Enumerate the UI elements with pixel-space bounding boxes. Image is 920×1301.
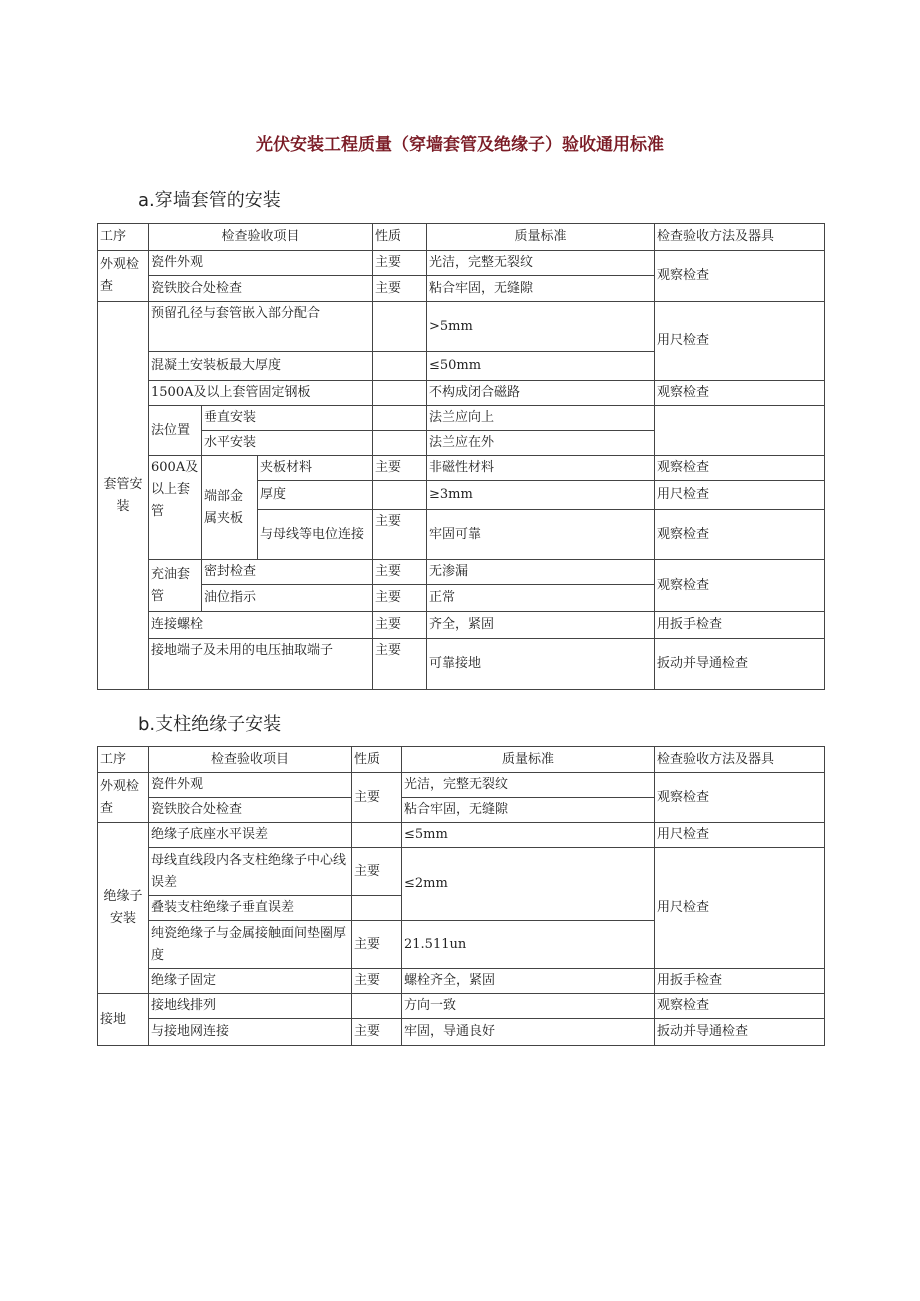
item-cell: 1500A及以上套管固定钢板 xyxy=(149,381,373,406)
standard-cell: 非磁性材料 xyxy=(427,456,655,481)
standard-cell: 不构成闭合磁路 xyxy=(427,381,655,406)
table-a xyxy=(97,223,825,690)
standard-cell: 粘合牢固，无缝隙 xyxy=(427,276,655,302)
item-cell: 连接螺栓 xyxy=(149,612,373,639)
standard-cell: ≤5mm xyxy=(402,823,655,848)
method-cell: 用扳手检查 xyxy=(655,612,825,639)
subgroup-cell: 充油套管 xyxy=(149,560,202,612)
item-cell: 瓷件外观 xyxy=(149,251,373,276)
table-header xyxy=(98,747,825,773)
header-cell: 性质 xyxy=(373,224,427,251)
standard-cell: ≤50mm xyxy=(427,352,655,381)
method-cell: 观察检查 xyxy=(655,994,825,1019)
standard-cell: >5mm xyxy=(427,302,655,352)
process-cell: 套管安装 xyxy=(98,302,149,690)
standard-cell: 法兰应向上 xyxy=(427,406,655,431)
standard-cell: 牢固可靠 xyxy=(427,510,655,560)
table-row xyxy=(98,302,825,352)
standard-cell: 光洁，完整无裂纹 xyxy=(427,251,655,276)
standard-cell: 21.511un xyxy=(402,921,655,969)
process-cell: 接地 xyxy=(98,994,149,1046)
table-row xyxy=(98,969,825,994)
standard-cell: 齐全，紧固 xyxy=(427,612,655,639)
nature-cell: 主要 xyxy=(352,969,402,994)
process-cell: 外观检查 xyxy=(98,773,149,823)
header-cell: 检查验收方法及器具 xyxy=(655,747,825,773)
table-row xyxy=(98,560,825,585)
subgroup-cell: 法位置 xyxy=(149,406,202,456)
item-cell: 垂直安装 xyxy=(202,406,373,431)
method-cell: 观察检查 xyxy=(655,456,825,481)
method-cell: 扳动并导通检查 xyxy=(655,1019,825,1046)
nature-cell xyxy=(373,381,427,406)
section-b-heading: b.支柱绝缘子安装 xyxy=(138,714,282,735)
subgroup-cell: 600A及以上套管 xyxy=(149,456,202,560)
nature-cell xyxy=(373,431,427,456)
standard-cell: 光洁，完整无裂纹 xyxy=(402,773,655,798)
item-cell: 水平安装 xyxy=(202,431,373,456)
nature-cell xyxy=(352,994,402,1019)
item-cell: 与母线等电位连接 xyxy=(258,510,373,560)
table-row xyxy=(98,1019,825,1046)
nature-cell: 主要 xyxy=(352,773,402,823)
item-cell: 母线直线段内各支柱绝缘子中心线误差 xyxy=(149,848,352,896)
process-cell: 外观检查 xyxy=(98,251,149,302)
method-cell: 用扳手检查 xyxy=(655,969,825,994)
standard-cell: 牢固，导通良好 xyxy=(402,1019,655,1046)
item-cell: 厚度 xyxy=(258,481,373,510)
table-row xyxy=(98,848,825,896)
nature-cell xyxy=(373,352,427,381)
method-cell: 观察检查 xyxy=(655,773,825,823)
nature-cell: 主要 xyxy=(373,585,427,612)
nature-cell: 主要 xyxy=(373,612,427,639)
item-cell: 瓷铁胶合处检查 xyxy=(149,798,352,823)
header-cell: 工序 xyxy=(98,224,149,251)
table-row xyxy=(98,823,825,848)
header-cell: 性质 xyxy=(352,747,402,773)
subgroup-cell: 端部金属夹板 xyxy=(202,456,258,560)
process-cell: 绝缘子安装 xyxy=(98,823,149,994)
method-cell: 观察检查 xyxy=(655,560,825,612)
standard-cell: 螺栓齐全，紧固 xyxy=(402,969,655,994)
nature-cell: 主要 xyxy=(373,276,427,302)
nature-cell xyxy=(373,302,427,352)
item-cell: 预留孔径与套管嵌入部分配合 xyxy=(149,302,373,352)
method-cell: 用尺检查 xyxy=(655,302,825,381)
table-b xyxy=(97,746,825,1046)
page-title: 光伏安装工程质量（穿墙套管及绝缘子）验收通用标准 xyxy=(256,135,664,155)
table-row xyxy=(98,251,825,276)
header-cell: 质量标准 xyxy=(427,224,655,251)
item-cell: 油位指示 xyxy=(202,585,373,612)
table-row xyxy=(98,456,825,481)
standard-cell: ≤2mm xyxy=(402,848,655,921)
table-row xyxy=(98,381,825,406)
standard-cell: ≥3mm xyxy=(427,481,655,510)
header-cell: 工序 xyxy=(98,747,149,773)
method-cell: 扳动并导通检查 xyxy=(655,639,825,690)
nature-cell: 主要 xyxy=(373,560,427,585)
header-cell: 检查验收项目 xyxy=(149,224,373,251)
nature-cell xyxy=(373,406,427,431)
nature-cell: 主要 xyxy=(373,456,427,481)
method-cell: 观察检查 xyxy=(655,381,825,406)
method-cell: 观察检查 xyxy=(655,510,825,560)
item-cell: 接地端子及未用的电压抽取端子 xyxy=(149,639,373,690)
item-cell: 接地线排列 xyxy=(149,994,352,1019)
standard-cell: 粘合牢固，无缝隙 xyxy=(402,798,655,823)
item-cell: 绝缘子固定 xyxy=(149,969,352,994)
item-cell: 绝缘子底座水平误差 xyxy=(149,823,352,848)
nature-cell: 主要 xyxy=(352,848,402,896)
item-cell: 瓷铁胶合处检查 xyxy=(149,276,373,302)
nature-cell: 主要 xyxy=(373,639,427,690)
table-row xyxy=(98,773,825,798)
item-cell: 混凝土安装板最大厚度 xyxy=(149,352,373,381)
table-row xyxy=(98,639,825,690)
nature-cell xyxy=(352,823,402,848)
item-cell: 纯瓷绝缘子与金属接触面间垫圈厚度 xyxy=(149,921,352,969)
item-cell: 夹板材料 xyxy=(258,456,373,481)
method-cell: 观察检查 xyxy=(655,251,825,302)
nature-cell: 主要 xyxy=(373,510,427,560)
section-a-heading: a.穿墙套管的安装 xyxy=(138,190,281,211)
header-cell: 质量标准 xyxy=(402,747,655,773)
table-row xyxy=(98,994,825,1019)
standard-cell: 法兰应在外 xyxy=(427,431,655,456)
method-cell xyxy=(655,406,825,456)
table-row xyxy=(98,612,825,639)
item-cell: 叠装支柱绝缘子垂直误差 xyxy=(149,896,352,921)
header-cell: 检查验收项目 xyxy=(149,747,352,773)
standard-cell: 可靠接地 xyxy=(427,639,655,690)
standard-cell: 无渗漏 xyxy=(427,560,655,585)
nature-cell xyxy=(373,481,427,510)
standard-cell: 方向一致 xyxy=(402,994,655,1019)
nature-cell: 主要 xyxy=(352,921,402,969)
method-cell: 用尺检查 xyxy=(655,823,825,848)
table-row xyxy=(98,406,825,431)
header-cell: 检查验收方法及器具 xyxy=(655,224,825,251)
item-cell: 与接地网连接 xyxy=(149,1019,352,1046)
method-cell: 用尺检查 xyxy=(655,848,825,969)
nature-cell: 主要 xyxy=(373,251,427,276)
standard-cell: 正常 xyxy=(427,585,655,612)
item-cell: 密封检查 xyxy=(202,560,373,585)
method-cell: 用尺检查 xyxy=(655,481,825,510)
nature-cell: 主要 xyxy=(352,1019,402,1046)
table-header xyxy=(98,224,825,251)
item-cell: 瓷件外观 xyxy=(149,773,352,798)
nature-cell xyxy=(352,896,402,921)
